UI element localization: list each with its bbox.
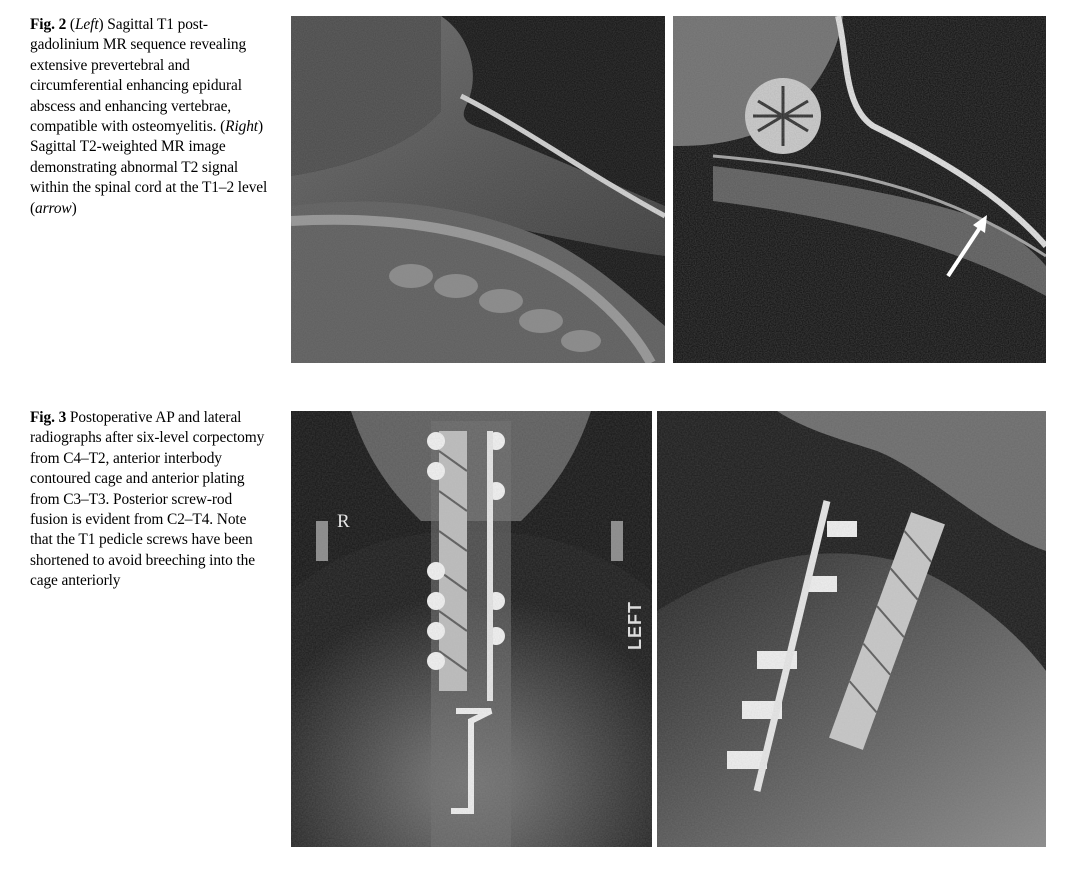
right-side-marker: R — [337, 511, 350, 532]
sagittal-t2-mri-image — [673, 16, 1046, 363]
figure-2-label: Fig. 2 — [30, 16, 67, 33]
figure-3-label: Fig. 3 — [30, 409, 67, 426]
figure-3-caption — [30, 408, 268, 592]
ap-radiograph-image — [291, 411, 652, 847]
figure-2-caption-text: (Left) Sagittal T1 post-gadolinium MR sequence revealing extensive prevertebral and circumferential enhancing epidural abscess and enhancing vertebrae, compatible with osteomyelitis. (Right) Sagittal T2-weighted MR image demonstrating abnormal T2 signal within the spinal cord at the T1–2 level (arrow) — [30, 16, 268, 217]
sagittal-t1-mri-image — [291, 16, 665, 363]
lateral-radiograph-image — [657, 411, 1046, 847]
left-side-marker: LEFT — [625, 601, 645, 650]
figure-2-caption — [30, 15, 268, 219]
arrow-icon — [943, 211, 993, 281]
figure-3-caption-text: Postoperative AP and lateral radiographs after six-level corpectomy from C4–T2, anterior interbody contoured cage and anterior plating from C3–T3. Posterior screw-rod fusion is evident from C2–T4. Note that the T1 pedicle screws have been shortened to avoid breeching into the cage anteriorly — [30, 409, 265, 590]
